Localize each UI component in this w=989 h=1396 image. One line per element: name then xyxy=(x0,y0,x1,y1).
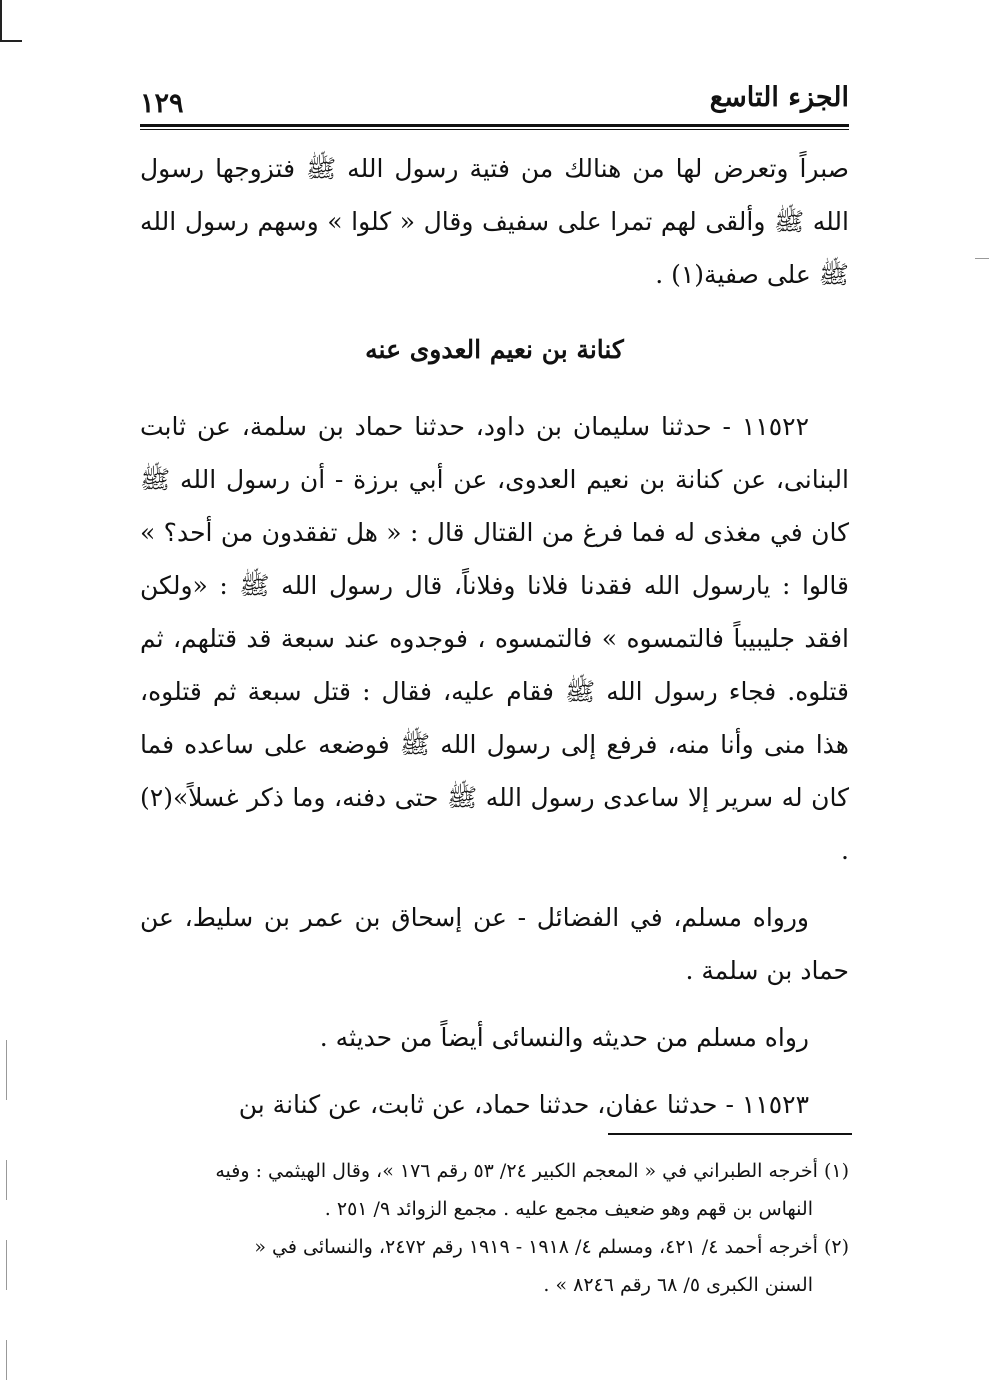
main-text xyxy=(140,142,849,1131)
scan-edge-mark-left-1 xyxy=(6,1040,7,1100)
footnote-1-line-2: النهاس بن قهم وهو ضعيف مجمع عليه . مجمع الزوائد ٩/ ٢٥١ . xyxy=(324,1198,813,1220)
scan-edge-mark-left-2 xyxy=(6,1160,7,1200)
scan-edge-mark-top-left xyxy=(0,0,2,42)
hadith-11522: ١١٥٢٢ - حدثنا سليمان بن داود، حدثنا حماد بن سلمة، عن ثابت البنانى، عن كنانة بن نعيم العدوى، عن أبي برزة - أن رسول الله ﷺ كان في مغذى له فما فرغ من القتال قال : « هل تفقدون من أحد؟ » قالوا : يارسول الله فقدنا فلانا وفلاناً، قال رسول الله ﷺ : «ولكن افقد جليبيباً فالتمسوه » فالتمسوه ، فوجدوه عند سبعة قد قتلهم، ثم قتلوه. فجاء رسول الله ﷺ فقام عليه، فقال : قتل سبعة ثم قتلوه، هذا منى وأنا منه، فرفع إلى رسول الله ﷺ فوضعه على ساعده فما كان له سرير إلا ساعدى رسول الله ﷺ حتى دفنه، وما ذكر غسلاً»(٢) . xyxy=(140,412,849,865)
paragraph-3: ورواه مسلم، في الفضائل - عن إسحاق بن عمر بن سليط، عن حماد بن سلمة . xyxy=(140,903,849,985)
scan-edge-mark-left-4 xyxy=(6,1340,7,1380)
footnote-2-line-2: السنن الكبرى ٥/ ٦٨ رقم ٨٢٤٦ » . xyxy=(543,1274,813,1296)
header-rule-thin xyxy=(140,129,849,130)
footnote-2-line-1: (٢) أخرجه أحمد ٤/ ٤٢١، ومسلم ٤/ ١٩١٨ - ١٩١٩ رقم ٢٤٧٢، والنسائى في « xyxy=(254,1236,849,1258)
scan-edge-mark-left-3 xyxy=(6,1240,7,1290)
footnotes xyxy=(140,1152,849,1304)
section-title: كنانة بن نعيم العدوى عنه xyxy=(365,335,624,364)
scan-edge-mark-right xyxy=(975,258,989,259)
header-rule-thick xyxy=(140,124,849,127)
page-header xyxy=(140,70,849,130)
footnote-1-line-1: (١) أخرجه الطبراني في « المعجم الكبير ٢٤/ ٥٣ رقم ١٧٦ »، وقال الهيثمي : وفيه xyxy=(215,1160,849,1182)
paragraph-4: رواه مسلم من حديثه والنسائى أيضاً من حديثه . xyxy=(319,1023,809,1052)
footnote-separator xyxy=(608,1133,852,1135)
scan-edge-mark-top-left-h xyxy=(0,40,22,42)
page-number: ١٢٩ xyxy=(140,88,184,119)
hadith-11523: ١١٥٢٣ - حدثنا عفان، حدثنا حماد، عن ثابت، عن كنانة بن xyxy=(238,1090,809,1119)
paragraph-1: صبراً وتعرض لها من هنالك من فتية رسول الله ﷺ فتزوجها رسول الله ﷺ وألقى لهم تمرا على سفيف وقال « كلوا » وسهم رسول الله ﷺ على صفية(١) . xyxy=(140,154,849,289)
volume-title: الجزء التاسع xyxy=(709,82,849,113)
